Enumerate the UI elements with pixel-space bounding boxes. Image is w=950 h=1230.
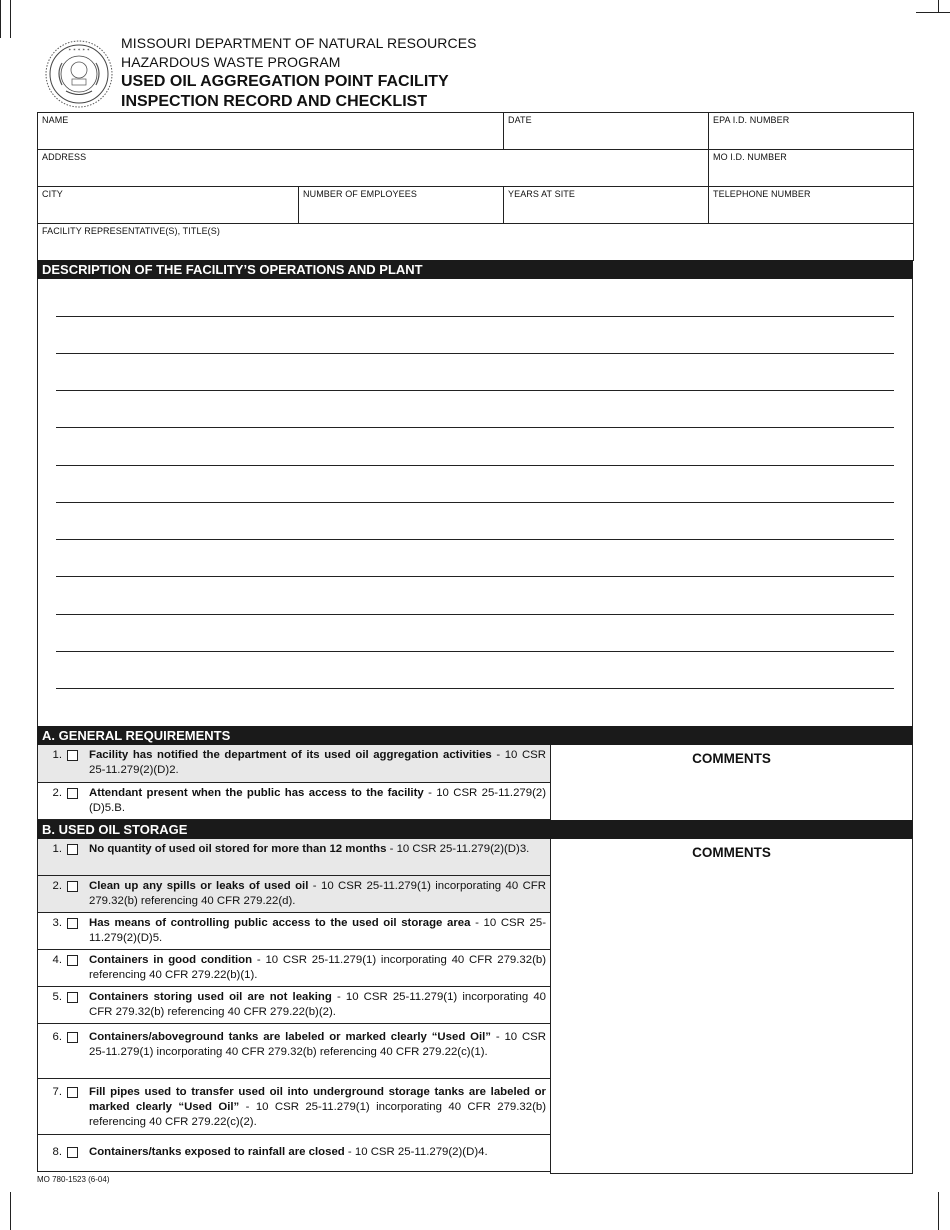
section-a-heading: A. GENERAL REQUIREMENTS: [37, 726, 913, 745]
checkbox[interactable]: [67, 955, 78, 966]
item-number: 1.: [52, 843, 62, 855]
checklist-item: [38, 1024, 550, 1079]
item-requirement: Fill pipes used to transfer used oil into underground storage tanks are labeled or marked clearly “Used Oil”: [89, 1086, 546, 1113]
section-b-heading: B. USED OIL STORAGE: [37, 820, 913, 839]
item-number: 2.: [52, 787, 62, 799]
checklist-item: [38, 839, 550, 876]
checkbox[interactable]: [67, 750, 78, 761]
checkbox[interactable]: [67, 788, 78, 799]
writing-line: [56, 316, 894, 317]
writing-line: [56, 688, 894, 689]
epa-id-label: EPA I.D. NUMBER: [713, 115, 790, 125]
crop-mark: [10, 1192, 11, 1230]
crop-mark: [938, 0, 939, 12]
item-requirement: Facility has notified the department of its used oil aggregation activities: [89, 749, 492, 761]
writing-line: [56, 502, 894, 503]
mo-id-field[interactable]: [709, 150, 914, 187]
checklist-item: [38, 950, 550, 987]
item-number: 7.: [52, 1086, 62, 1098]
item-citation: - 10 CSR 25-11.279(1) incorporating 40 CFR 279.32(b) referencing 40 CFR 279.22(b)(1).: [89, 954, 546, 981]
item-requirement: Containers/tanks exposed to rainfall are closed: [89, 1146, 345, 1158]
section-a-comments[interactable]: [550, 745, 913, 820]
mo-id-label: MO I.D. NUMBER: [713, 152, 787, 162]
address-field[interactable]: [38, 150, 709, 187]
item-number: 5.: [52, 991, 62, 1003]
form-code: MO 780-1523 (6-04): [37, 1175, 110, 1184]
item-requirement: Containers/aboveground tanks are labeled or marked clearly “Used Oil”: [89, 1031, 491, 1043]
item-number: 2.: [52, 880, 62, 892]
agency-name: MISSOURI DEPARTMENT OF NATURAL RESOURCES: [121, 35, 477, 51]
item-requirement: Attendant present when the public has access to the facility: [89, 787, 424, 799]
form-header: [121, 34, 721, 112]
checkbox[interactable]: [67, 881, 78, 892]
employees-label: NUMBER OF EMPLOYEES: [303, 189, 417, 199]
checklist-item: [38, 1079, 550, 1135]
comments-label: COMMENTS: [692, 751, 771, 766]
checkbox[interactable]: [67, 1087, 78, 1098]
item-citation: - 10 CSR 25-11.279(1) incorporating 40 CFR 279.32(b) referencing 40 CFR 279.22(b)(2).: [89, 991, 546, 1018]
address-label: ADDRESS: [42, 152, 87, 162]
item-citation: - 10 CSR 25-11.279(2)(D)2.: [89, 749, 546, 776]
representative-label: FACILITY REPRESENTATIVE(S), TITLE(S): [42, 226, 220, 236]
city-field[interactable]: [38, 187, 299, 224]
item-citation: - 10 CSR 25-11.279(2)(D)5.: [89, 917, 546, 944]
date-label: DATE: [508, 115, 532, 125]
checkbox[interactable]: [67, 844, 78, 855]
checkbox[interactable]: [67, 918, 78, 929]
svg-text:✶ ✶ ✶ ✶ ✶: ✶ ✶ ✶ ✶ ✶: [68, 47, 90, 52]
item-citation: - 10 CSR 25-11.279(1) incorporating 40 CFR 279.32(b) referencing 40 CFR 279.22(c)(2).: [89, 1101, 546, 1128]
checklist-item: [38, 783, 550, 820]
checklist-item: [38, 1135, 550, 1172]
item-number: 8.: [52, 1146, 62, 1158]
form-title: USED OIL AGGREGATION POINT FACILITY: [121, 73, 449, 90]
item-number: 6.: [52, 1031, 62, 1043]
crop-mark: [0, 0, 1, 38]
comments-label: COMMENTS: [692, 845, 771, 860]
program-name: HAZARDOUS WASTE PROGRAM: [121, 54, 341, 70]
item-requirement: Has means of controlling public access to the used oil storage area: [89, 917, 471, 929]
description-heading: DESCRIPTION OF THE FACILITY’S OPERATIONS AND PLANT: [37, 260, 913, 279]
checkbox[interactable]: [67, 992, 78, 1003]
date-field[interactable]: [504, 113, 709, 150]
name-label: NAME: [42, 115, 69, 125]
item-citation: - 10 CSR 25-11.279(2)(D)4.: [344, 1146, 488, 1158]
writing-line: [56, 539, 894, 540]
checklist-item: [38, 745, 550, 783]
facility-info-table: [37, 112, 914, 261]
checkbox[interactable]: [67, 1147, 78, 1158]
checklist-item: [38, 987, 550, 1024]
state-seal-icon: [44, 39, 114, 109]
checklist-item: [38, 876, 550, 913]
description-area[interactable]: [37, 279, 913, 728]
item-citation: - 10 CSR 25-11.279(2)(D)3.: [386, 843, 530, 855]
form-subtitle: INSPECTION RECORD AND CHECKLIST: [121, 93, 428, 110]
employees-field[interactable]: [299, 187, 504, 224]
writing-line: [56, 576, 894, 577]
crop-mark: [938, 1192, 939, 1230]
writing-line: [56, 651, 894, 652]
years-label: YEARS AT SITE: [508, 189, 575, 199]
representative-field[interactable]: [38, 224, 914, 261]
checkbox[interactable]: [67, 1032, 78, 1043]
item-requirement: No quantity of used oil stored for more than 12 months: [89, 843, 387, 855]
writing-line: [56, 614, 894, 615]
crop-mark: [916, 12, 950, 13]
telephone-label: TELEPHONE NUMBER: [713, 189, 811, 199]
city-label: CITY: [42, 189, 63, 199]
writing-line: [56, 427, 894, 428]
epa-id-field[interactable]: [709, 113, 914, 150]
checklist-item: [38, 913, 550, 950]
section-b-comments[interactable]: [550, 839, 913, 1174]
item-number: 3.: [52, 917, 62, 929]
writing-line: [56, 390, 894, 391]
item-citation: - 10 CSR 25-11.279(1) incorporating 40 CFR 279.32(b) referencing 40 CFR 279.22(d).: [89, 880, 546, 907]
writing-line: [56, 465, 894, 466]
section-a-checklist: [37, 745, 550, 820]
crop-mark: [10, 0, 11, 38]
item-number: 4.: [52, 954, 62, 966]
item-citation: - 10 CSR 25-11.279(2)(D)5.B.: [89, 787, 546, 814]
item-requirement: Containers in good condition: [89, 954, 253, 966]
item-requirement: Containers storing used oil are not leaking: [89, 991, 332, 1003]
item-citation: - 10 CSR 25-11.279(1) incorporating 40 CFR 279.32(b) referencing 40 CFR 279.22(c)(1).: [89, 1031, 546, 1058]
section-b-checklist: [37, 839, 550, 1172]
telephone-field[interactable]: [709, 187, 914, 224]
name-field[interactable]: [38, 113, 504, 150]
years-field[interactable]: [504, 187, 709, 224]
writing-line: [56, 353, 894, 354]
item-requirement: Clean up any spills or leaks of used oil: [89, 880, 309, 892]
item-number: 1.: [52, 749, 62, 761]
